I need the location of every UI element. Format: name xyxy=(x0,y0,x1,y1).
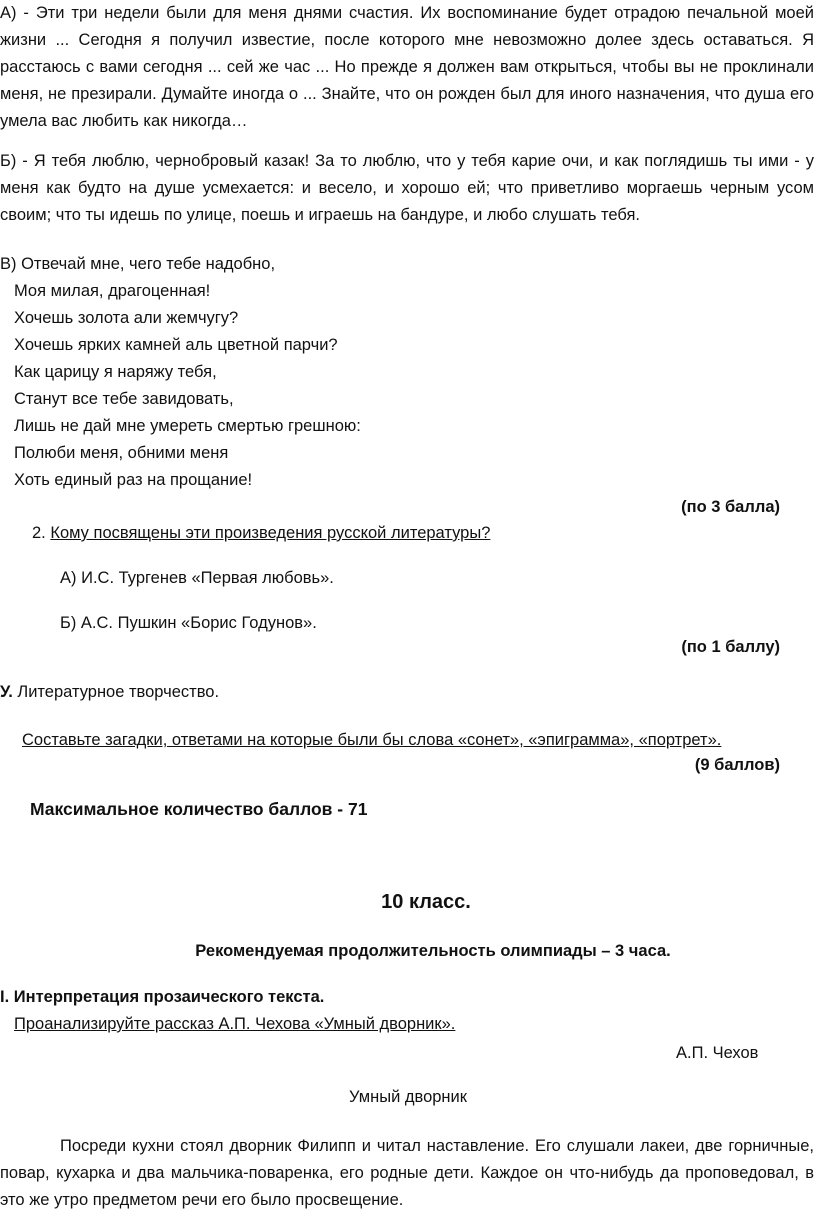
duration-note: Рекомендуемая продолжительность олимпиады – 3 часа. xyxy=(195,942,671,960)
grade-heading: 10 класс. xyxy=(381,891,471,913)
answer-b: Б) А.С. Пушкин «Борис Годунов». xyxy=(60,614,317,632)
excerpt-a: А) - Эти три недели были для меня днями счастия. Их воспоминание будет отрадою печальной моей жизни ... Сегодня я получил известие, после которого мне невозможно долее здесь оставаться. Я расстаюсь с вами сегодня ... сей же час ... Но прежде я должен вам открыться, чтобы вы не проклинали меня, не презирали. Думайте иногда о ... Знайте, что он рожден был для иного назначения, что душа его умела вас любить как никогда… xyxy=(0,4,814,130)
verse-line: Моя милая, драгоценная! xyxy=(14,282,211,300)
excerpt-b: Б) - Я тебя люблю, чернобровый казак! За то люблю, что у тебя карие очи, и как поглядишь ты ими - у меня как будто на душе усмехается: и весело, и хорошо ей; что приветливо моргаешь черным усом своим; что ты идешь по улице, поешь и играешь на бандуре, и любо слушать тебя. xyxy=(0,152,814,224)
question-2 xyxy=(32,520,490,547)
part1-task: Проанализируйте рассказ А.П. Чехова «Умный дворник». xyxy=(14,1015,456,1033)
section-u-title: Литературное творчество. xyxy=(12,683,220,701)
score-note: (по 1 баллу) xyxy=(681,638,780,656)
section-u-task: Составьте загадки, ответами на которые были бы слова «сонет», «эпиграмма», «портрет». xyxy=(22,731,722,749)
section-u-heading xyxy=(0,679,219,706)
verse-line: Станут все тебе завидовать, xyxy=(14,390,234,408)
part1-title: I. Интерпретация прозаического текста. xyxy=(0,988,325,1006)
question-number: 2. xyxy=(32,524,46,542)
verse-line: Хоть единый раз на прощание! xyxy=(14,471,253,489)
verse-line: Полюби меня, обними меня xyxy=(14,444,229,462)
score-note: (по 3 балла) xyxy=(681,498,780,516)
verse-line: Лишь не дай мне умереть смертью грешною: xyxy=(14,417,361,435)
max-score: Максимальное количество баллов - 71 xyxy=(30,799,368,819)
story-text: Посреди кухни стоял дворник Филипп и читал наставление. Его слушали лакеи, две горничные, повар, кухарка и два мальчика-поваренка, его родные дети. Каждое он что-нибудь да проповедовал, в это же утро предметом речи его было просвещение. xyxy=(0,1137,814,1209)
verse-line: Хочешь ярких камней аль цветной парчи? xyxy=(14,336,338,354)
score-note: (9 баллов) xyxy=(694,756,780,774)
author-name: А.П. Чехов xyxy=(676,1044,759,1062)
verse-line: Хочешь золота али жемчугу? xyxy=(14,309,239,327)
section-u-label: У. xyxy=(0,683,13,701)
story-title: Умный дворник xyxy=(349,1088,467,1106)
answer-a: А) И.С. Тургенев «Первая любовь». xyxy=(60,569,334,587)
excerpt-v-first-line: В) Отвечай мне, чего тебе надобно, xyxy=(0,255,276,273)
verse-line: Как царицу я наряжу тебя, xyxy=(14,363,217,381)
question-text: Кому посвящены эти произведения русской литературы? xyxy=(50,524,491,542)
